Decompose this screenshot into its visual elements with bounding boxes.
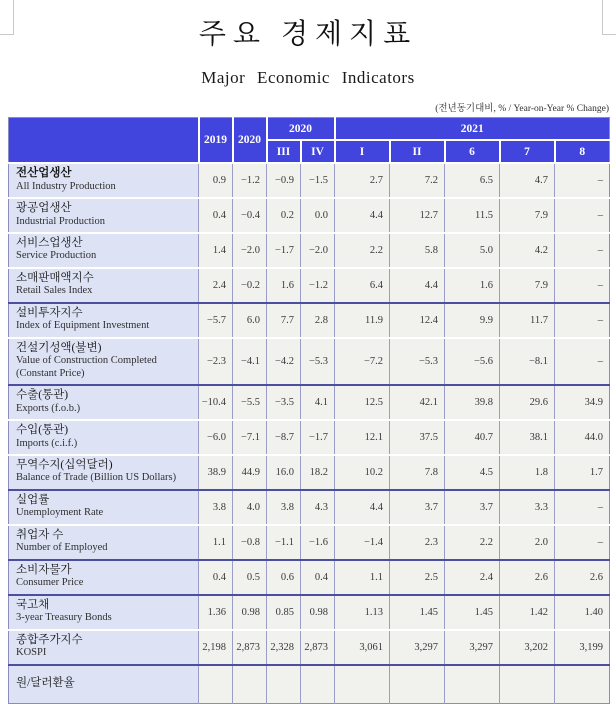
row-label-korean: 설비투자지수 [16,306,83,319]
header-col-jun: 6 [445,140,500,163]
value-cell: – [555,303,610,338]
value-cell: −1.2 [301,268,335,303]
value-cell: 3,297 [445,630,500,665]
header-row-top [9,118,610,141]
value-cell: −2.0 [301,233,335,268]
row-label [9,303,199,338]
row-label-korean: 취업자 수 [16,528,64,541]
header-col-q1: I [335,140,390,163]
value-cell: 0.5 [233,560,267,595]
row-label-english-line2: (Constant Price) [16,367,85,379]
value-cell [445,665,500,704]
row-label-english: Index of Equipment Investment [16,320,150,332]
value-cell [500,665,555,704]
row-label-english: Balance of Trade (Billion US Dollars) [16,472,177,484]
row-label-english: Service Production [16,250,97,262]
value-cell [335,665,390,704]
header-col-q4: IV [301,140,335,163]
header-col-jul: 7 [500,140,555,163]
value-cell: 4.2 [500,233,555,268]
value-cell: 4.4 [335,198,390,233]
header-col-aug: 8 [555,140,610,163]
value-cell [199,665,233,704]
value-cell: 0.2 [267,198,301,233]
value-cell: 2.6 [555,560,610,595]
value-cell: 2,873 [233,630,267,665]
value-cell: −4.2 [267,338,301,385]
row-label [9,268,199,303]
row-label-english: Imports (c.i.f.) [16,437,78,449]
table-row [9,385,610,420]
value-cell: 1.36 [199,595,233,630]
value-cell: 1.45 [390,595,445,630]
value-cell: 4.1 [301,385,335,420]
value-cell: −5.5 [233,385,267,420]
value-cell: 0.6 [267,560,301,595]
table-row [9,198,610,233]
value-cell: 3,199 [555,630,610,665]
row-label-korean: 종합주가지수 [16,633,83,646]
value-cell [555,665,610,704]
row-label-english: Industrial Production [16,215,105,227]
value-cell: −2.0 [233,233,267,268]
value-cell: 2.4 [445,560,500,595]
value-cell: 4.4 [335,490,390,525]
row-label [9,233,199,268]
page-title-english: Major Economic Indicators [201,68,415,87]
row-label-english: Retail Sales Index [16,285,93,297]
value-cell: 0.4 [301,560,335,595]
value-cell: 1.8 [500,455,555,490]
value-cell: – [555,233,610,268]
row-label-korean: 무역수지(십억달러) [16,458,113,471]
value-cell: 7.9 [500,268,555,303]
value-cell: – [555,338,610,385]
value-cell: 40.7 [445,420,500,455]
row-label-korean: 소매판매액지수 [16,271,94,284]
value-cell: 1.13 [335,595,390,630]
value-cell: 11.9 [335,303,390,338]
row-label-korean: 서비스업생산 [16,236,83,249]
row-label [9,385,199,420]
value-cell: 6.4 [335,268,390,303]
table-row [9,420,610,455]
row-label-english: All Industry Production [16,180,116,192]
value-cell: 42.1 [390,385,445,420]
row-label-korean: 수출(통관) [16,389,69,401]
value-cell: 6.5 [445,163,500,198]
value-cell: 1.45 [445,595,500,630]
table-row [9,490,610,525]
value-cell: 3.3 [500,490,555,525]
value-cell: −0.9 [267,163,301,198]
value-cell: −1.7 [301,420,335,455]
table-row [9,163,610,198]
row-label [9,525,199,560]
value-cell: 1.7 [555,455,610,490]
value-cell: −1.6 [301,525,335,560]
table-row [9,233,610,268]
value-cell: −8.7 [267,420,301,455]
value-cell: 2.2 [335,233,390,268]
value-cell: 2,198 [199,630,233,665]
row-label-english: Consumer Price [16,577,84,589]
row-label-english: Unemployment Rate [16,507,104,519]
value-cell: −8.1 [500,338,555,385]
value-cell: 5.8 [390,233,445,268]
table-row [9,268,610,303]
value-cell [267,665,301,704]
value-cell: −0.4 [233,198,267,233]
value-cell: 0.85 [267,595,301,630]
row-label-korean: 원/달러환율 [16,676,75,689]
value-cell: 3.7 [390,490,445,525]
value-cell: 2.3 [390,525,445,560]
value-cell: 1.6 [267,268,301,303]
value-cell: −1.1 [267,525,301,560]
value-cell: 44.0 [555,420,610,455]
value-cell: 2.5 [390,560,445,595]
value-cell: −0.8 [233,525,267,560]
value-cell: 10.2 [335,455,390,490]
value-cell: 4.4 [390,268,445,303]
value-cell: 11.7 [500,303,555,338]
row-label-korean: 건설기성액(불변) [16,341,102,354]
value-cell: 4.5 [445,455,500,490]
value-cell: 0.9 [199,163,233,198]
value-cell: −2.3 [199,338,233,385]
row-label-english: Exports (f.o.b.) [16,402,81,414]
table-row [9,630,610,665]
page-corner-mark [602,0,616,35]
value-cell: 29.6 [500,385,555,420]
value-cell: 3.8 [267,490,301,525]
value-cell: 2.8 [301,303,335,338]
table-row [9,665,610,704]
value-cell: −1.7 [267,233,301,268]
table-row [9,455,610,490]
value-cell: 2.0 [500,525,555,560]
row-label-english: Number of Employed [16,542,108,554]
row-label-english: 3-year Treasury Bonds [16,612,112,624]
row-label-korean: 전산업생산 [16,167,72,179]
row-label [9,198,199,233]
value-cell: 38.1 [500,420,555,455]
page-title-korean: 주요 경제지표 [198,19,418,50]
value-cell [301,665,335,704]
value-cell: 11.5 [445,198,500,233]
row-label-english: Value of Construction Completed [16,355,157,367]
value-cell: 3.7 [445,490,500,525]
row-label [9,338,199,385]
value-cell: 7.9 [500,198,555,233]
header-col-2019: 2019 [199,118,233,164]
value-cell: 0.4 [199,198,233,233]
unit-note: (전년동기대비, % / Year-on-Year % Change) [435,104,609,114]
row-label [9,490,199,525]
value-cell: 12.5 [335,385,390,420]
row-label-korean: 광공업생산 [16,201,72,214]
value-cell: 1.4 [199,233,233,268]
value-cell: 0.0 [301,198,335,233]
value-cell: 4.3 [301,490,335,525]
value-cell: −1.4 [335,525,390,560]
row-label-english: KOSPI [16,647,47,659]
value-cell [233,665,267,704]
row-label [9,665,199,704]
value-cell: 2.4 [199,268,233,303]
value-cell: 16.0 [267,455,301,490]
value-cell: – [555,198,610,233]
table-row [9,303,610,338]
value-cell: 0.98 [301,595,335,630]
value-cell: 3,061 [335,630,390,665]
value-cell: −5.6 [445,338,500,385]
row-label-korean: 수입(통관) [16,423,69,436]
value-cell: 0.98 [233,595,267,630]
value-cell: 18.2 [301,455,335,490]
value-cell: −7.1 [233,420,267,455]
value-cell: 3,202 [500,630,555,665]
value-cell: 37.5 [390,420,445,455]
table-row [9,338,610,385]
row-label [9,420,199,455]
row-label [9,560,199,595]
row-label [9,630,199,665]
value-cell: 2.7 [335,163,390,198]
value-cell: 0.4 [199,560,233,595]
value-cell: 12.1 [335,420,390,455]
header-group-2020: 2020 [267,118,335,141]
value-cell: 12.4 [390,303,445,338]
header-col-2020: 2020 [233,118,267,164]
value-cell: – [555,163,610,198]
value-cell: 2.2 [445,525,500,560]
value-cell: 6.0 [233,303,267,338]
value-cell: 34.9 [555,385,610,420]
value-cell [390,665,445,704]
header-label-cell [9,118,199,164]
header-col-q2: II [390,140,445,163]
value-cell: −4.1 [233,338,267,385]
value-cell: 44.9 [233,455,267,490]
table-body [9,163,610,703]
row-label [9,455,199,490]
row-label [9,595,199,630]
value-cell: −3.5 [267,385,301,420]
value-cell: −5.3 [390,338,445,385]
value-cell: 7.8 [390,455,445,490]
value-cell: 2.6 [500,560,555,595]
value-cell: 4.7 [500,163,555,198]
header-col-q3: III [267,140,301,163]
header-group-2021: 2021 [335,118,610,141]
value-cell: −0.2 [233,268,267,303]
value-cell: 1.1 [199,525,233,560]
value-cell: 12.7 [390,198,445,233]
value-cell: −7.2 [335,338,390,385]
value-cell: 3.8 [199,490,233,525]
row-label-korean: 소비자물가 [16,563,72,576]
value-cell: 1.42 [500,595,555,630]
value-cell: 9.9 [445,303,500,338]
value-cell: 1.1 [335,560,390,595]
economic-indicators-table [8,117,610,704]
row-label-korean: 국고채 [16,598,50,611]
table-row [9,560,610,595]
value-cell: 39.8 [445,385,500,420]
value-cell: 2,873 [301,630,335,665]
row-label-korean: 실업률 [16,493,50,506]
value-cell: 7.7 [267,303,301,338]
value-cell: 1.40 [555,595,610,630]
value-cell: −1.2 [233,163,267,198]
value-cell: 7.2 [390,163,445,198]
value-cell: – [555,268,610,303]
table-row [9,595,610,630]
value-cell: – [555,490,610,525]
value-cell: 3,297 [390,630,445,665]
value-cell: 5.0 [445,233,500,268]
value-cell: −5.7 [199,303,233,338]
page-corner-mark [0,0,14,35]
value-cell: – [555,525,610,560]
value-cell: −1.5 [301,163,335,198]
value-cell: −5.3 [301,338,335,385]
value-cell: 4.0 [233,490,267,525]
value-cell: 1.6 [445,268,500,303]
value-cell: 2,328 [267,630,301,665]
row-label [9,163,199,198]
value-cell: −10.4 [199,385,233,420]
value-cell: 38.9 [199,455,233,490]
table-header [9,118,610,164]
value-cell: −6.0 [199,420,233,455]
table-row [9,525,610,560]
